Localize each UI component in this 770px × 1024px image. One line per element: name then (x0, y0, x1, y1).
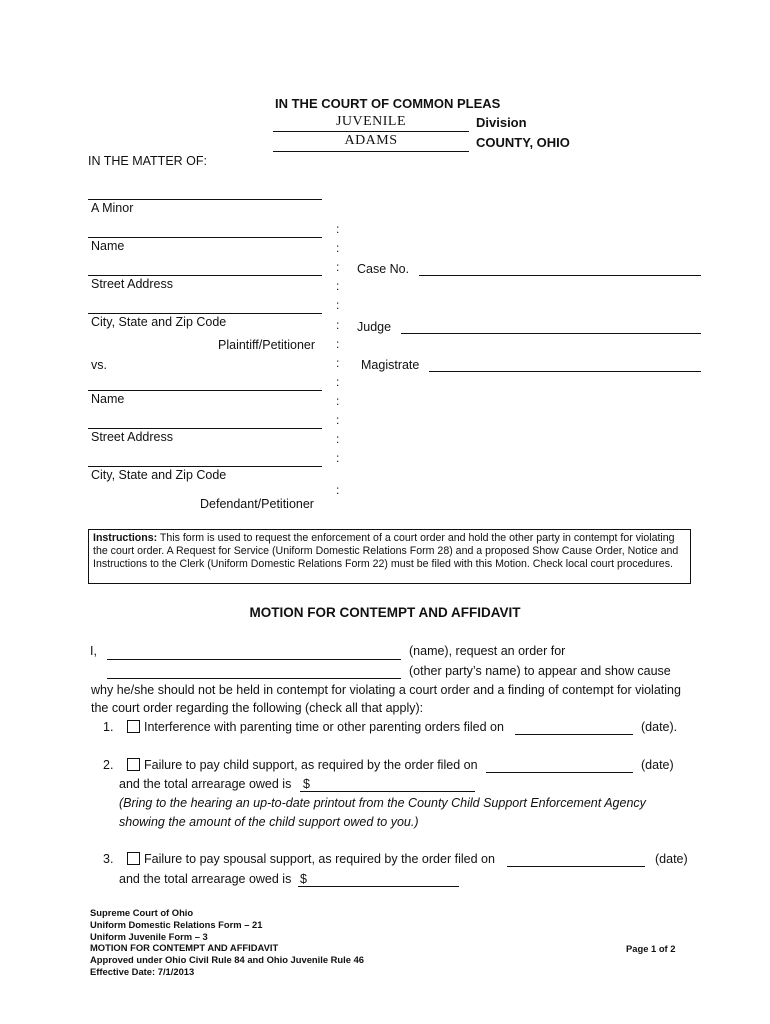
item1-date-label: (date). (641, 720, 678, 734)
defendant-street-label: Street Address (91, 430, 173, 444)
item2-arrearage-label: and the total arrearage owed is (119, 777, 292, 791)
footer-line6: Effective Date: 7/1/2013 (90, 965, 195, 977)
item1-number: 1. (103, 720, 114, 734)
case-no-label: Case No. (357, 262, 410, 276)
footer-line2: Uniform Domestic Relations Form – 21 (90, 918, 263, 930)
other-party-name-field[interactable] (107, 678, 401, 679)
item3-number: 3. (103, 852, 114, 866)
county-label: COUNTY, OHIO (476, 135, 570, 150)
plaintiff-street-label: Street Address (91, 277, 173, 291)
plaintiff-role-label: Plaintiff/Petitioner (218, 338, 316, 352)
item2-number: 2. (103, 758, 114, 772)
footer-line5: Approved under Ohio Civil Rule 84 and Ohio Juvenile Rule 46 (90, 954, 365, 966)
in-the-matter-label: IN THE MATTER OF: (88, 154, 207, 168)
caption-colon: : (336, 451, 340, 465)
division-underline (273, 131, 469, 132)
judge-label: Judge (357, 320, 392, 334)
defendant-street-field[interactable] (88, 428, 322, 429)
item3-arrearage-field[interactable] (298, 886, 459, 887)
caption-colon: : (336, 394, 340, 408)
item2-arrearage-field[interactable] (300, 791, 475, 792)
item2-date-label: (date) (641, 758, 674, 772)
county-value[interactable]: ADAMS (344, 133, 398, 148)
item1-date-field[interactable] (515, 734, 633, 735)
caption-colon: : (336, 356, 340, 370)
defendant-name-label: Name (91, 392, 125, 406)
item3-date-label: (date) (655, 852, 688, 866)
item3-date-field[interactable] (507, 866, 645, 867)
page-number: Page 1 of 2 (626, 943, 676, 954)
caption-colon: : (336, 279, 340, 293)
instructions-text: This form is used to request the enforcement of a court order and hold the other party in contempt for violating the court order. A Request for Service (Uniform Domestic Relations Form 28) and a proposed Show Cause Order, Notice and Instructions to the Clerk (Uniform Domestic Relations Form 22) must be filed with this Motion. Check local court procedures. (93, 532, 679, 570)
i-label: I, (90, 644, 97, 658)
item2-checkbox[interactable] (127, 758, 140, 771)
contempt-reason-line1: why he/she should not be held in contempt for violating a court order and a finding of contempt for violating (91, 683, 681, 697)
caption-colon: : (336, 298, 340, 312)
plaintiff-city-label: City, State and Zip Code (91, 315, 227, 329)
item1-text: Interference with parenting time or other parenting orders filed on (144, 720, 504, 734)
footer-line1: Supreme Court of Ohio (90, 907, 194, 918)
caption-colon: : (336, 375, 340, 389)
division-label: Division (476, 115, 527, 130)
other-party-text: (other party’s name) to appear and show cause (409, 664, 671, 678)
item3-text: Failure to pay spousal support, as required by the order filed on (144, 852, 495, 866)
item3-dollar-sign: $ (300, 872, 307, 886)
caption-colon: : (336, 318, 340, 332)
judge-field[interactable] (401, 333, 701, 334)
case-no-field[interactable] (419, 275, 701, 276)
court-title: IN THE COURT OF COMMON PLEAS (275, 96, 501, 111)
county-underline (273, 151, 469, 152)
caption-colon: : (336, 260, 340, 274)
division-value[interactable]: JUVENILE (335, 114, 407, 129)
item1-checkbox[interactable] (127, 720, 140, 733)
caption-colon: : (336, 337, 340, 351)
item3-arrearage-label: and the total arrearage owed is (119, 872, 292, 886)
footer-line4: MOTION FOR CONTEMPT AND AFFIDAVIT (90, 942, 279, 954)
defendant-name-field[interactable] (88, 390, 322, 391)
form-title: MOTION FOR CONTEMPT AND AFFIDAVIT (249, 605, 521, 620)
plaintiff-name-label: Name (91, 239, 125, 253)
caption-colon: : (336, 483, 340, 497)
magistrate-label: Magistrate (361, 358, 420, 372)
item2-text: Failure to pay child support, as required by the order filed on (144, 758, 478, 772)
item3-checkbox[interactable] (127, 852, 140, 865)
caption-colon: : (336, 432, 340, 446)
defendant-role-label: Defendant/Petitioner (200, 497, 314, 511)
magistrate-field[interactable] (429, 371, 701, 372)
defendant-city-label: City, State and Zip Code (91, 468, 227, 482)
caption-colon: : (336, 222, 340, 236)
minor-name-field[interactable] (88, 199, 322, 200)
item2-note-line2: showing the amount of the child support owed to you.) (119, 815, 419, 829)
plaintiff-name-field[interactable] (88, 237, 322, 238)
item2-dollar-sign: $ (303, 777, 310, 791)
form-footer (90, 907, 364, 978)
footer-line3: Uniform Juvenile Form – 3 (90, 930, 208, 942)
instructions-label: Instructions: (93, 532, 158, 544)
name-request-text: (name), request an order for (409, 644, 566, 658)
caption-colon: : (336, 413, 340, 427)
contempt-reason-line2: the court order regarding the following (check all that apply): (91, 701, 424, 715)
plaintiff-street-field[interactable] (88, 275, 322, 276)
item2-date-field[interactable] (486, 772, 633, 773)
item2-note-line1: (Bring to the hearing an up-to-date printout from the County Child Support Enforcement Agency (119, 796, 646, 810)
movant-name-field[interactable] (107, 659, 401, 660)
vs-label: vs. (91, 358, 107, 372)
caption-colon: : (336, 241, 340, 255)
defendant-city-field[interactable] (88, 466, 322, 467)
plaintiff-city-field[interactable] (88, 313, 322, 314)
instructions-box (88, 529, 691, 584)
a-minor-label: A Minor (91, 201, 134, 215)
